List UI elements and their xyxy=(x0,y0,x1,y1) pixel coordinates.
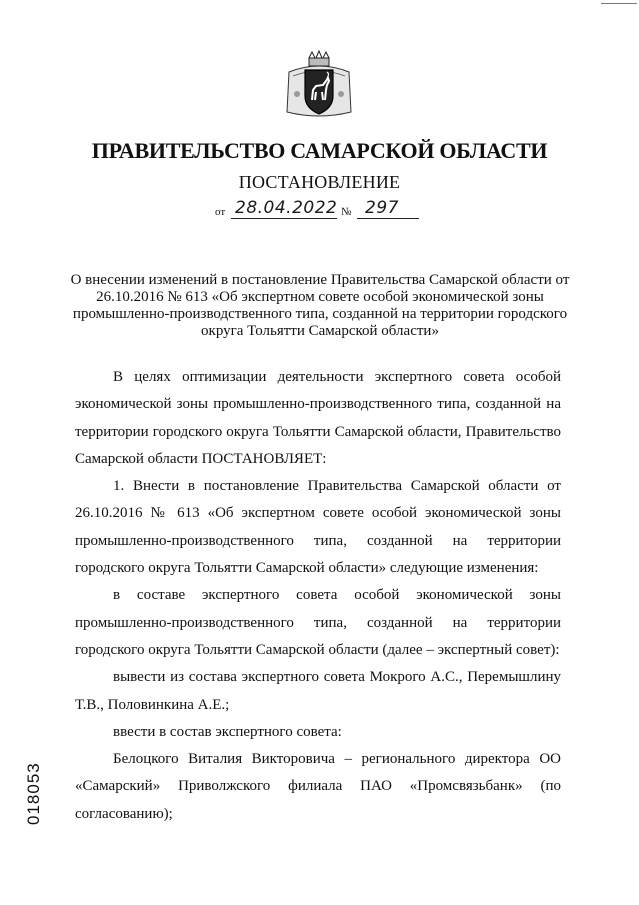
document-subject: О внесении изменений в постановление Правительства Самарской области от 26.10.2016 № 613 «Об экспертном совете особой экономической зоны промышленно-производственного типа, созданной на территории городского округа Тольятти Самарской области» xyxy=(70,272,570,339)
number-value: 297 xyxy=(365,198,399,218)
body-paragraph: вывести из состава экспертного совета Мокрого А.С., Перемышлину Т.В., Половинкина А.Е.; xyxy=(75,669,561,713)
document-body xyxy=(75,364,561,828)
body-paragraph: В целях оптимизации деятельности экспертного совета особой экономической зоны промышленно-производственного типа, созданной на территории городского округа Тольятти Самарской области, Правительство Самарской области ПОСТАНОВЛЯЕТ: xyxy=(75,369,561,467)
number-prefix: № xyxy=(341,206,352,218)
date-prefix: от xyxy=(215,206,226,218)
document-type: ПОСТАНОВЛЕНИЕ xyxy=(238,172,401,192)
body-paragraph: 1. Внести в постановление Правительства Самарской области от 26.10.2016 № 613 «Об экспертном совете особой экономической зоны промышленно-производственного типа, созданной на территории городского округа Тольятти Самарской области» следующие изменения: xyxy=(75,478,561,577)
date-value: 28.04.2022 xyxy=(235,198,338,218)
date-number-line xyxy=(215,197,425,223)
samara-coat-of-arms-icon xyxy=(283,50,355,122)
body-paragraph: Белоцкого Виталия Викторовича – регионального директора ОО «Самарский» Приволжского филиала ПАО «Промсвязьбанк» (по согласованию); xyxy=(75,751,561,822)
corner-mark xyxy=(601,3,637,4)
side-serial-number: 018053 xyxy=(24,762,43,825)
body-paragraph: ввести в состав экспертного совета: xyxy=(113,723,342,740)
government-title: ПРАВИТЕЛЬСТВО САМАРСКОЙ ОБЛАСТИ xyxy=(91,138,548,163)
body-paragraph: в составе экспертного совета особой экономической зоны промышленно-производственного типа, созданной на территории городского округа Тольятти Самарской области (далее – экспертный совет): xyxy=(75,587,561,658)
